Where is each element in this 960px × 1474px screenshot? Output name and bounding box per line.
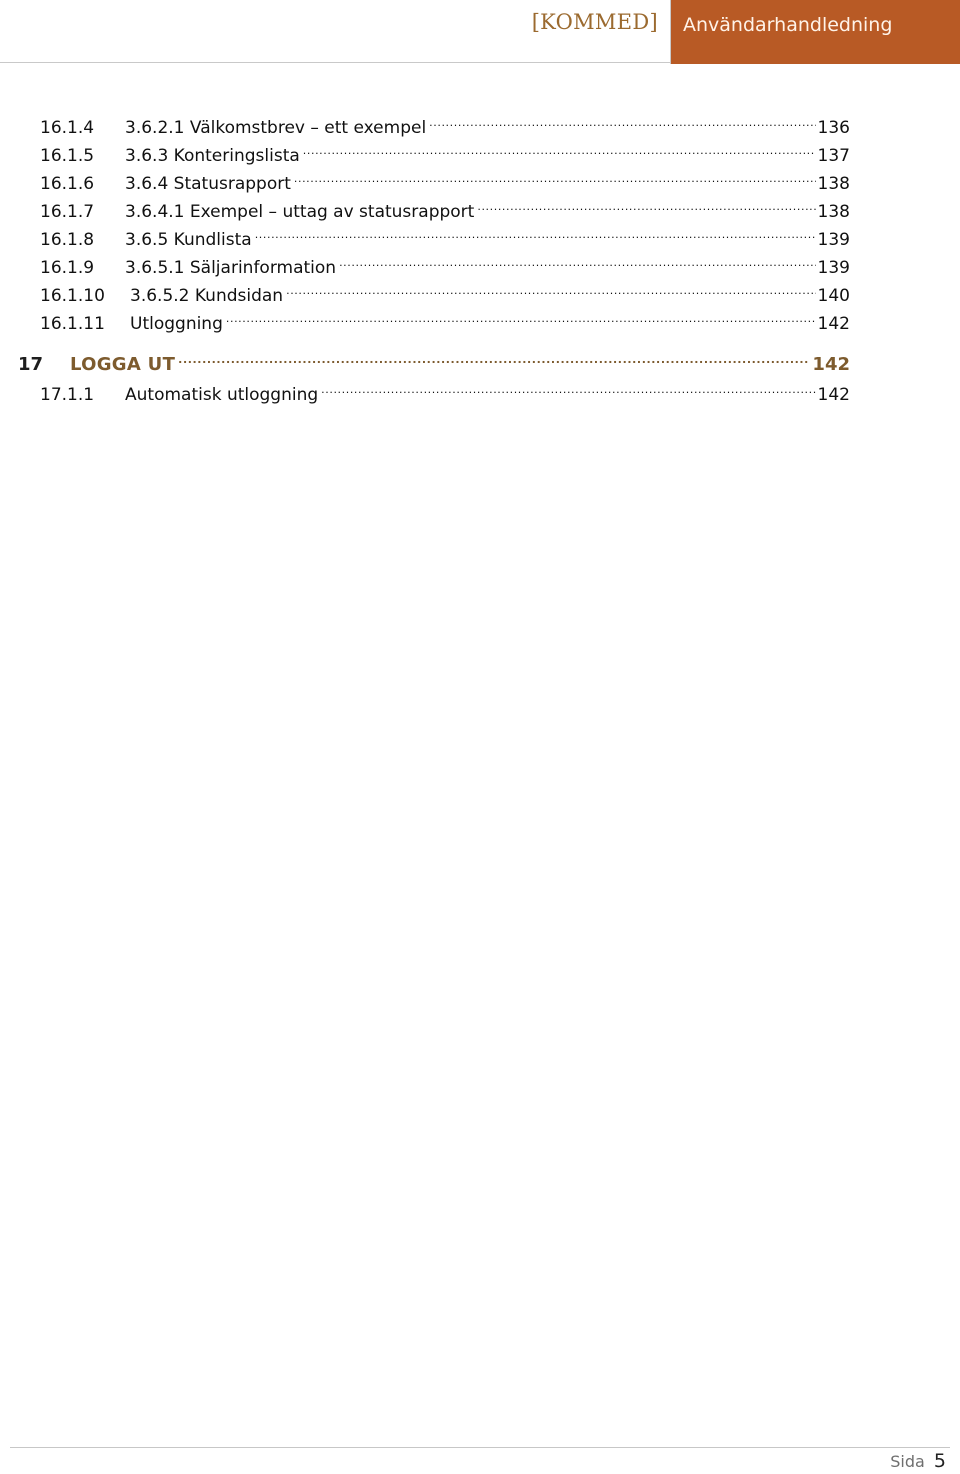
toc-entry-page: 138 <box>817 202 850 222</box>
toc-entry-title: 3.6.5.2 Kundsidan <box>130 286 284 306</box>
toc-entry-number: 16.1.9 <box>40 258 95 278</box>
toc-entry[interactable] <box>40 163 850 194</box>
toc-leader-dots <box>477 191 815 217</box>
toc-entry[interactable] <box>40 275 850 306</box>
company-name: [KOMMED] <box>531 10 658 34</box>
toc-entry-page: 138 <box>817 174 850 194</box>
toc-entry-page: 136 <box>817 118 850 138</box>
toc-entry-title: Utloggning <box>130 314 223 334</box>
toc-entry-number: 16.1.7 <box>40 202 95 222</box>
toc-chapter-title: LOGGA UT <box>70 354 176 375</box>
toc-entry-title: 3.6.3 Konteringslista <box>125 146 300 166</box>
toc-entry-number: 16.1.5 <box>40 146 95 166</box>
toc-entry-title: 3.6.4 Statusrapport <box>125 174 291 194</box>
toc-entry-page: 139 <box>817 230 850 250</box>
toc-leader-dots <box>286 275 815 301</box>
page-header <box>0 0 960 64</box>
toc-chapter-entry[interactable] <box>18 344 850 375</box>
toc-leader-dots <box>321 374 815 400</box>
toc-leader-dots <box>226 303 816 329</box>
toc-entry[interactable] <box>40 219 850 250</box>
page-label: Sida <box>890 1452 925 1471</box>
toc-chapter-page: 142 <box>812 354 850 375</box>
toc-entry-title: 3.6.2.1 Välkomstbrev – ett exempel <box>125 118 427 138</box>
toc-entry-title: 3.6.5 Kundlista <box>125 230 252 250</box>
toc-entry-page: 140 <box>817 286 850 306</box>
toc-entry[interactable] <box>40 135 850 166</box>
toc-entry-number: 16.1.10 <box>40 286 105 306</box>
toc-entry[interactable] <box>40 107 850 138</box>
toc-entry-number: 16.1.11 <box>40 314 105 334</box>
toc-leader-dots <box>294 163 816 189</box>
toc-leader-dots <box>429 107 815 133</box>
document-title: Användarhandledning <box>683 14 893 36</box>
toc-entry-page: 137 <box>817 146 850 166</box>
toc-entry-title: 3.6.4.1 Exempel – uttag av statusrapport <box>125 202 475 222</box>
header-left-panel <box>0 0 670 63</box>
toc-entry-page: 139 <box>817 258 850 278</box>
toc-entry[interactable] <box>40 374 850 405</box>
toc-entry-title: Automatisk utloggning <box>125 385 319 405</box>
toc-entry[interactable] <box>40 303 850 334</box>
toc-chapter-number: 17 <box>18 354 44 375</box>
toc-entry-page: 142 <box>817 314 850 334</box>
footer-divider <box>10 1447 950 1448</box>
toc-entry-page: 142 <box>817 385 850 405</box>
toc-entry[interactable] <box>40 247 850 278</box>
header-title-panel <box>671 0 960 64</box>
toc-entry-number: 16.1.8 <box>40 230 95 250</box>
page-number: 5 <box>933 1450 946 1472</box>
page-footer <box>890 1450 946 1472</box>
toc-leader-dots <box>339 247 815 273</box>
toc-entry-number: 16.1.4 <box>40 118 95 138</box>
toc-entry-title: 3.6.5.1 Säljarinformation <box>125 258 337 278</box>
toc-leader-dots <box>255 219 816 245</box>
toc-entry[interactable] <box>40 191 850 222</box>
toc-leader-dots <box>303 135 816 161</box>
toc-entry-number: 17.1.1 <box>40 385 95 405</box>
toc-entry-number: 16.1.6 <box>40 174 95 194</box>
toc-leader-dots <box>178 344 810 370</box>
